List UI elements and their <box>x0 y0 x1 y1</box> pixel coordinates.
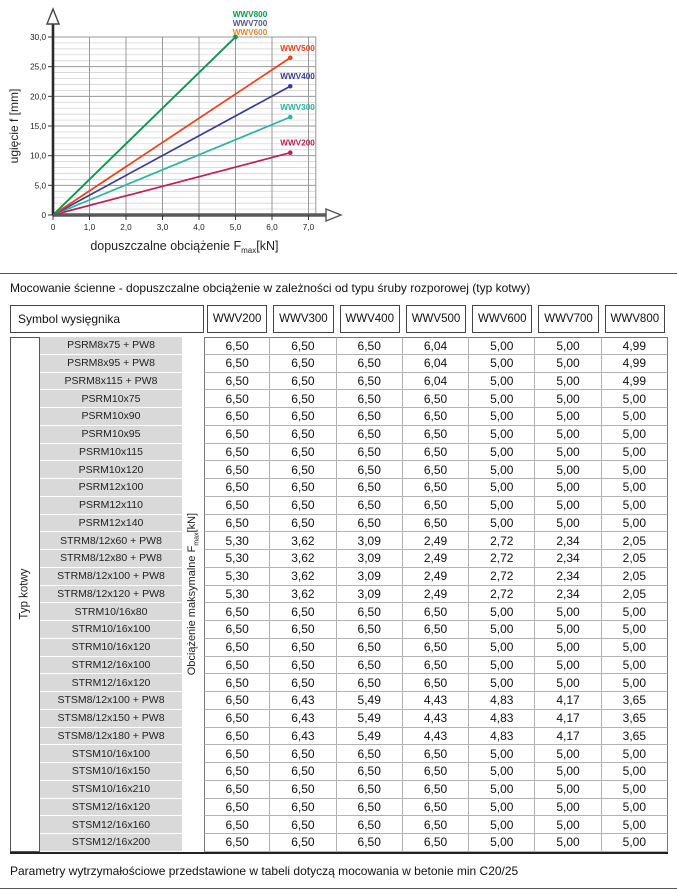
value-cell: 6,50 <box>403 674 469 692</box>
value-cell: 2,49 <box>403 586 469 604</box>
row-label: STRM8/12x100 + PW8 <box>40 568 182 586</box>
value-cell: 6,50 <box>204 355 270 373</box>
value-cell: 6,50 <box>337 408 403 426</box>
value-cell: 2,49 <box>403 568 469 586</box>
value-cell: 5,00 <box>602 781 668 799</box>
value-cell: 6,50 <box>337 639 403 657</box>
value-cell: 6,50 <box>204 639 270 657</box>
value-cell: 6,50 <box>204 337 270 355</box>
value-cell: 5,00 <box>469 479 535 497</box>
value-cell: 6,50 <box>337 426 403 444</box>
value-cell: 6,50 <box>337 763 403 781</box>
value-cell: 6,50 <box>204 373 270 391</box>
value-cell: 6,50 <box>337 657 403 675</box>
value-cell: 4,99 <box>602 355 668 373</box>
value-cell: 6,50 <box>204 799 270 817</box>
value-cell: 5,00 <box>602 515 668 533</box>
value-cell: 6,50 <box>337 355 403 373</box>
value-cell: 2,34 <box>535 550 601 568</box>
row-label: PSRM12x110 <box>40 497 182 515</box>
value-cell: 6,43 <box>270 728 336 746</box>
value-cell: 6,50 <box>204 603 270 621</box>
value-cell: 5,00 <box>602 763 668 781</box>
row-label: STSM10/16x210 <box>40 781 182 799</box>
value-cell: 5,00 <box>469 834 535 852</box>
row-label: PSRM8x95 + PW8 <box>40 355 182 373</box>
value-cell: 6,50 <box>270 479 336 497</box>
value-cell: 6,50 <box>337 461 403 479</box>
value-cell: 5,00 <box>535 781 601 799</box>
x-tick-label: 0 <box>50 223 56 232</box>
value-cell: 3,09 <box>337 586 403 604</box>
series-endpoint-wwv200 <box>288 150 293 155</box>
divider-top <box>0 273 677 274</box>
value-cell: 5,00 <box>602 657 668 675</box>
value-cell: 6,50 <box>403 390 469 408</box>
value-cell: 5,00 <box>469 373 535 391</box>
footnote: Parametry wytrzymałościowe przedstawione w tabeli dotyczą mocowania w betonie min C20/25 <box>10 863 519 878</box>
value-cell: 2,34 <box>535 586 601 604</box>
row-label: PSRM10x95 <box>40 426 182 444</box>
value-cell: 5,00 <box>469 515 535 533</box>
value-cell: 6,50 <box>337 834 403 852</box>
value-cell: 6,50 <box>204 461 270 479</box>
y-tick-label: 5,0 <box>34 181 46 191</box>
deflection-vs-load-chart <box>4 4 349 258</box>
series-endpoint-wwv400 <box>288 84 293 89</box>
series-label-wwv300: WWV300 <box>280 103 315 113</box>
value-cell: 6,50 <box>337 621 403 639</box>
value-cell: 6,50 <box>270 461 336 479</box>
value-cell: 6,50 <box>204 390 270 408</box>
value-cell: 6,50 <box>403 781 469 799</box>
value-cell: 6,50 <box>204 745 270 763</box>
value-cell: 5,00 <box>469 444 535 462</box>
row-label: STRM10/16x120 <box>40 639 182 657</box>
value-cell: 6,50 <box>204 621 270 639</box>
value-cell: 6,04 <box>403 355 469 373</box>
series-label-wwv600: WWV600 <box>232 28 268 37</box>
value-cell: 5,00 <box>602 834 668 852</box>
value-cell: 6,50 <box>403 657 469 675</box>
value-cell: 5,00 <box>535 426 601 444</box>
value-cell: 6,50 <box>270 763 336 781</box>
column-header-wwv400: WWV400 <box>340 305 400 333</box>
value-cell: 5,00 <box>469 816 535 834</box>
y-tick-label: 10,0 <box>30 151 46 161</box>
value-cell: 6,50 <box>403 444 469 462</box>
value-cell: 3,62 <box>270 550 336 568</box>
value-cell: 5,49 <box>337 710 403 728</box>
value-cell: 6,50 <box>403 497 469 515</box>
value-cell: 2,05 <box>602 532 668 550</box>
row-label: STRM12/16x120 <box>40 674 182 692</box>
value-cell: 3,62 <box>270 568 336 586</box>
value-cell: 5,00 <box>535 337 601 355</box>
value-cell: 6,50 <box>403 603 469 621</box>
value-cell: 5,00 <box>535 390 601 408</box>
y-tick-label: 20,0 <box>30 92 46 102</box>
value-cell: 2,72 <box>469 586 535 604</box>
value-cell: 5,00 <box>535 479 601 497</box>
row-label: PSRM10x115 <box>40 444 182 462</box>
value-cell: 6,50 <box>204 781 270 799</box>
value-cell: 5,00 <box>469 621 535 639</box>
value-cell: 2,05 <box>602 568 668 586</box>
value-cell: 5,00 <box>602 639 668 657</box>
row-label: PSRM12x140 <box>40 515 182 533</box>
x-tick-label: 6,0 <box>266 223 278 232</box>
row-label: STRM10/16x100 <box>40 621 182 639</box>
column-header-wwv500: WWV500 <box>406 305 466 333</box>
series-line-wwv400 <box>53 86 290 215</box>
value-cell: 5,00 <box>535 355 601 373</box>
value-cell: 6,50 <box>337 745 403 763</box>
value-cell: 5,00 <box>469 657 535 675</box>
value-cell: 4,43 <box>403 692 469 710</box>
series-endpoint-wwv500 <box>288 55 293 60</box>
value-cell: 5,00 <box>469 461 535 479</box>
value-cell: 5,00 <box>602 426 668 444</box>
row-label: PSRM10x120 <box>40 461 182 479</box>
value-cell: 6,50 <box>403 639 469 657</box>
value-cell: 5,00 <box>469 745 535 763</box>
x-tick-label: 2,0 <box>120 223 132 232</box>
row-group-label: Typ kotwy <box>19 568 32 620</box>
column-header-wwv700: WWV700 <box>538 305 598 333</box>
value-cell: 6,50 <box>337 479 403 497</box>
value-cell: 6,50 <box>403 816 469 834</box>
value-cell: 5,00 <box>469 674 535 692</box>
value-cell: 6,50 <box>270 515 336 533</box>
table-header <box>10 305 668 333</box>
row-label: STRM8/12x60 + PW8 <box>40 532 182 550</box>
value-cell: 6,50 <box>204 674 270 692</box>
value-cell: 5,00 <box>535 639 601 657</box>
value-cell: 3,65 <box>602 728 668 746</box>
value-cell: 6,50 <box>337 444 403 462</box>
column-header-wwv600: WWV600 <box>472 305 532 333</box>
value-cell: 4,83 <box>469 692 535 710</box>
value-cell: 6,50 <box>403 461 469 479</box>
value-cell: 6,50 <box>337 497 403 515</box>
value-cell: 6,50 <box>204 692 270 710</box>
value-cell: 5,00 <box>535 497 601 515</box>
series-label-wwv700: WWV700 <box>232 19 268 28</box>
value-cell: 6,50 <box>337 799 403 817</box>
value-cell: 5,00 <box>535 834 601 852</box>
row-label: PSRM10x90 <box>40 408 182 426</box>
value-cell: 5,00 <box>602 479 668 497</box>
value-cell: 6,50 <box>337 816 403 834</box>
row-label: STSM8/12x150 + PW8 <box>40 710 182 728</box>
value-cell: 5,00 <box>469 603 535 621</box>
value-cell: 5,00 <box>535 816 601 834</box>
value-cell: 5,00 <box>535 763 601 781</box>
row-label: STRM10/16x80 <box>40 603 182 621</box>
value-cell: 6,50 <box>337 337 403 355</box>
value-cell: 6,50 <box>270 337 336 355</box>
value-cell: 6,04 <box>403 373 469 391</box>
value-cell: 6,50 <box>204 426 270 444</box>
x-tick-label: 4,0 <box>193 223 205 232</box>
value-cell: 6,50 <box>270 639 336 657</box>
value-cell: 6,50 <box>270 745 336 763</box>
value-cell: 6,50 <box>270 834 336 852</box>
value-cell: 3,09 <box>337 532 403 550</box>
row-label: STSM12/16x120 <box>40 799 182 817</box>
value-cell: 6,50 <box>403 621 469 639</box>
row-group-label-cell <box>10 337 40 852</box>
value-cell: 5,00 <box>469 763 535 781</box>
value-cell: 6,50 <box>270 657 336 675</box>
value-cell: 5,00 <box>535 745 601 763</box>
value-cell: 4,83 <box>469 710 535 728</box>
value-cell: 4,99 <box>602 373 668 391</box>
value-cell: 5,00 <box>535 799 601 817</box>
value-cell: 5,00 <box>602 674 668 692</box>
y-axis-arrow-icon <box>47 9 59 24</box>
value-cell: 6,50 <box>270 816 336 834</box>
deflection-chart <box>4 4 677 263</box>
value-cell: 6,50 <box>270 355 336 373</box>
value-cell: 6,43 <box>270 710 336 728</box>
value-cell: 5,30 <box>204 532 270 550</box>
x-tick-label: 5,0 <box>229 223 242 232</box>
corner-header: Symbol wysięgnika <box>10 305 204 333</box>
value-cell: 6,50 <box>337 515 403 533</box>
value-cell: 6,50 <box>270 444 336 462</box>
value-cell: 5,49 <box>337 728 403 746</box>
value-cell: 5,00 <box>535 515 601 533</box>
value-cell: 3,65 <box>602 710 668 728</box>
value-cell: 6,50 <box>270 408 336 426</box>
value-cell: 2,05 <box>602 586 668 604</box>
value-cell: 6,50 <box>403 426 469 444</box>
value-cell: 5,30 <box>204 550 270 568</box>
row-label: PSRM10x75 <box>40 390 182 408</box>
value-cell: 6,50 <box>337 373 403 391</box>
row-label: PSRM8x115 + PW8 <box>40 373 182 391</box>
x-axis-arrow-icon <box>326 209 341 221</box>
value-cell: 6,50 <box>204 657 270 675</box>
value-cell: 6,50 <box>270 781 336 799</box>
row-label: STSM12/16x200 <box>40 834 182 852</box>
value-cell: 5,00 <box>602 621 668 639</box>
value-cell: 4,17 <box>535 710 601 728</box>
value-cell: 2,72 <box>469 532 535 550</box>
value-cell: 6,50 <box>337 603 403 621</box>
value-cell: 6,50 <box>270 674 336 692</box>
value-cell: 5,00 <box>535 461 601 479</box>
value-cell: 6,04 <box>403 337 469 355</box>
y-tick-label: 0 <box>41 211 46 220</box>
x-axis-title: dopuszczalne obciążenie $F_{max}[kN]$ <box>90 239 279 255</box>
table-title: Mocowanie ścienne - dopuszczalne obciążenie w zależności od typu śruby rozporowej (typ kotwy) <box>10 281 531 295</box>
value-cell: 5,00 <box>602 745 668 763</box>
value-cell: 6,50 <box>270 390 336 408</box>
value-cell: 6,50 <box>337 674 403 692</box>
value-cell: 5,00 <box>602 408 668 426</box>
value-cell: 6,50 <box>204 497 270 515</box>
value-cell: 6,50 <box>270 497 336 515</box>
x-tick-label: 3,0 <box>156 223 169 232</box>
row-label: PSRM8x75 + PW8 <box>40 337 182 355</box>
value-cell: 6,50 <box>270 373 336 391</box>
value-cell: 5,00 <box>535 444 601 462</box>
value-cell: 5,00 <box>469 390 535 408</box>
series-label-wwv500: WWV500 <box>280 43 315 53</box>
value-cell: 4,83 <box>469 728 535 746</box>
row-label: STSM10/16x150 <box>40 763 182 781</box>
value-cell: 2,05 <box>602 550 668 568</box>
row-label: STSM8/12x180 + PW8 <box>40 728 182 746</box>
value-cell: 6,50 <box>337 390 403 408</box>
value-cell: 5,00 <box>469 337 535 355</box>
value-cell: 6,50 <box>403 799 469 817</box>
y-tick-label: 25,0 <box>30 62 46 72</box>
value-cell: 6,50 <box>204 515 270 533</box>
value-cell: 6,50 <box>204 479 270 497</box>
row-label: STSM10/16x100 <box>40 745 182 763</box>
value-cell: 5,00 <box>602 444 668 462</box>
value-cell: 5,30 <box>204 568 270 586</box>
value-cell: 5,00 <box>602 497 668 515</box>
value-cell: 4,43 <box>403 710 469 728</box>
value-cell: 3,62 <box>270 586 336 604</box>
value-cell: 3,62 <box>270 532 336 550</box>
anchor-load-table <box>10 337 668 854</box>
series-endpoint-wwv300 <box>288 115 293 120</box>
series-label-wwv800: WWV800 <box>232 10 268 19</box>
value-cell: 5,00 <box>535 674 601 692</box>
value-cell: 6,43 <box>270 692 336 710</box>
y-tick-label: 15,0 <box>30 122 46 131</box>
value-cell: 4,17 <box>535 692 601 710</box>
column-header-wwv200: WWV200 <box>207 305 267 333</box>
value-cell: 4,43 <box>403 728 469 746</box>
row-label: STRM12/16x100 <box>40 657 182 675</box>
value-cell: 5,00 <box>469 355 535 373</box>
row-label: PSRM12x100 <box>40 479 182 497</box>
value-cell: 5,49 <box>337 692 403 710</box>
values-group-label: Obciążenie maksymalne $F_{max}[kN]$ <box>185 513 201 676</box>
value-cell: 6,50 <box>270 426 336 444</box>
value-cell: 6,50 <box>204 710 270 728</box>
x-tick-label: 7,0 <box>302 223 315 232</box>
value-cell: 5,00 <box>535 657 601 675</box>
value-cell: 2,34 <box>535 532 601 550</box>
value-cell: 6,50 <box>270 603 336 621</box>
divider-bottom <box>0 888 677 889</box>
value-cell: 6,50 <box>403 763 469 781</box>
series-line-wwv200 <box>53 153 290 215</box>
value-cell: 2,49 <box>403 532 469 550</box>
value-cell: 6,50 <box>403 745 469 763</box>
value-cell: 2,72 <box>469 550 535 568</box>
column-header-wwv800: WWV800 <box>605 305 665 333</box>
value-cell: 3,09 <box>337 550 403 568</box>
value-cell: 3,09 <box>337 568 403 586</box>
value-cell: 6,50 <box>204 834 270 852</box>
value-cell: 4,17 <box>535 728 601 746</box>
row-label: STSM8/12x100 + PW8 <box>40 692 182 710</box>
value-cell: 5,00 <box>469 799 535 817</box>
value-cell: 6,50 <box>403 834 469 852</box>
value-cell: 5,00 <box>602 603 668 621</box>
value-cell: 6,50 <box>204 816 270 834</box>
value-cell: 5,00 <box>469 781 535 799</box>
row-label: STRM8/12x120 + PW8 <box>40 586 182 604</box>
series-label-wwv400: WWV400 <box>280 72 315 82</box>
value-cell: 6,50 <box>403 408 469 426</box>
y-tick-label: 30,0 <box>30 33 46 42</box>
row-label: STRM8/12x80 + PW8 <box>40 550 182 568</box>
value-cell: 5,00 <box>469 408 535 426</box>
value-cell: 5,00 <box>602 799 668 817</box>
values-group-label-cell <box>182 337 204 852</box>
value-cell: 5,00 <box>469 497 535 515</box>
value-cell: 5,00 <box>602 816 668 834</box>
value-cell: 6,50 <box>204 444 270 462</box>
value-cell: 6,50 <box>204 408 270 426</box>
y-axis-title: ugięcie f [mm] <box>7 88 21 164</box>
column-header-wwv300: WWV300 <box>273 305 333 333</box>
value-cell: 6,50 <box>403 515 469 533</box>
value-cell: 5,00 <box>535 408 601 426</box>
value-cell: 6,50 <box>270 621 336 639</box>
value-cell: 5,30 <box>204 586 270 604</box>
value-cell: 5,00 <box>469 639 535 657</box>
value-cell: 5,00 <box>535 621 601 639</box>
value-cell: 3,65 <box>602 692 668 710</box>
value-cell: 2,72 <box>469 568 535 586</box>
value-cell: 6,50 <box>337 781 403 799</box>
value-cell: 4,99 <box>602 337 668 355</box>
series-label-wwv200: WWV200 <box>280 138 315 148</box>
value-cell: 5,00 <box>535 373 601 391</box>
value-cell: 2,34 <box>535 568 601 586</box>
value-cell: 6,50 <box>204 728 270 746</box>
value-cell: 5,00 <box>535 603 601 621</box>
value-cell: 6,50 <box>270 799 336 817</box>
value-cell: 5,00 <box>602 461 668 479</box>
value-cell: 6,50 <box>204 763 270 781</box>
x-tick-label: 1,0 <box>83 223 96 232</box>
value-cell: 2,49 <box>403 550 469 568</box>
value-cell: 5,00 <box>602 390 668 408</box>
value-cell: 6,50 <box>403 479 469 497</box>
row-label: STSM12/16x160 <box>40 816 182 834</box>
value-cell: 5,00 <box>469 426 535 444</box>
